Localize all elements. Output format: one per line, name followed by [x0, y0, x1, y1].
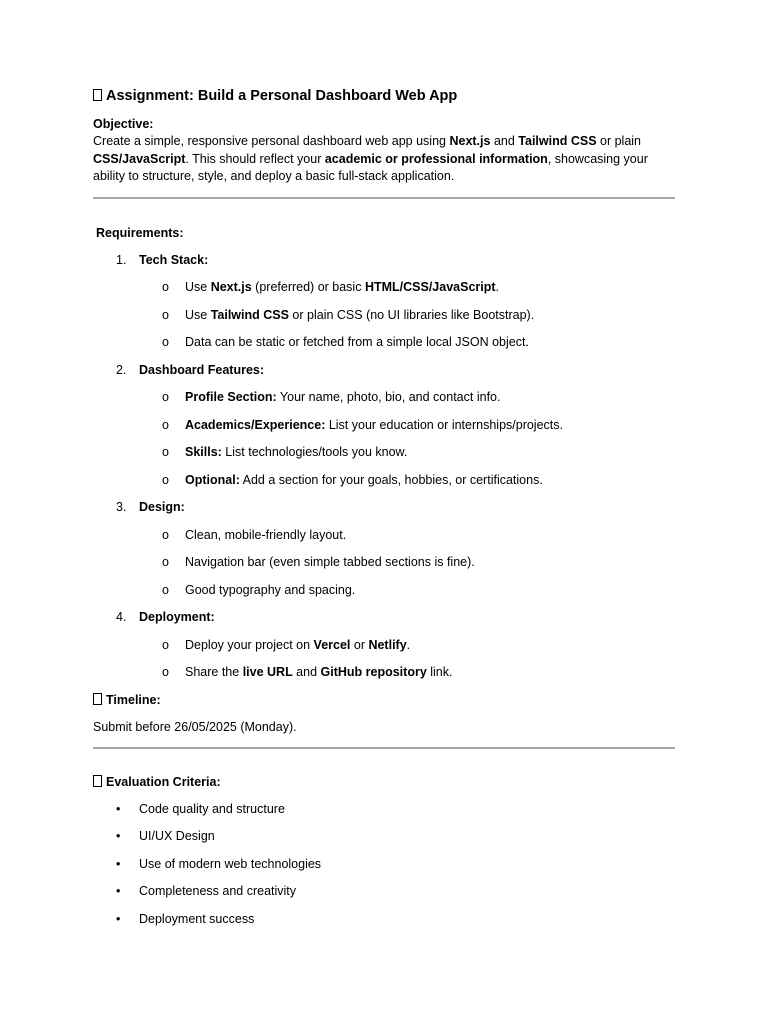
requirement-subitem: o Good typography and spacing.	[162, 582, 356, 597]
requirement-subitem: o Academics/Experience: List your education or internships/projects.	[162, 417, 563, 432]
requirement-subitem: o Deploy your project on Vercel or Netlify.	[162, 637, 411, 652]
requirement-subitem: o Skills: List technologies/tools you know.	[162, 445, 408, 459]
missing-glyph-icon	[93, 89, 102, 101]
horizontal-rule	[93, 747, 675, 749]
requirements-label: Requirements:	[96, 225, 184, 240]
requirement-item: 4. Deployment:	[116, 610, 215, 624]
missing-glyph-icon	[93, 775, 102, 787]
requirement-subitem: o Optional: Add a section for your goals, hobbies, or certifications.	[162, 472, 543, 487]
document-page	[93, 86, 675, 928]
requirement-subitem: o Clean, mobile-friendly layout.	[162, 527, 347, 542]
requirement-item: 1. Tech Stack:	[116, 252, 209, 267]
requirement-item: 2. Dashboard Features:	[116, 362, 265, 377]
evaluation-item: • Deployment success	[116, 911, 255, 926]
evaluation-item: • Use of modern web technologies	[116, 856, 322, 871]
evaluation-item: • Completeness and creativity	[116, 884, 297, 898]
missing-glyph-icon	[93, 693, 102, 705]
requirement-item: 3. Design:	[116, 500, 185, 514]
requirement-subitem: o Use Tailwind CSS or plain CSS (no UI libraries like Bootstrap).	[162, 307, 535, 322]
requirement-subitem: o Profile Section: Your name, photo, bio, and contact info.	[162, 390, 501, 404]
document-title: Assignment: Build a Personal Dashboard Web App	[93, 86, 675, 106]
timeline-text: Submit before 26/05/2025 (Monday).	[93, 720, 297, 734]
objective-label: Objective:	[93, 117, 154, 131]
requirement-subitem: o Data can be static or fetched from a simple local JSON object.	[162, 335, 529, 349]
requirement-subitem: o Navigation bar (even simple tabbed sections is fine).	[162, 555, 475, 569]
horizontal-rule	[93, 197, 675, 199]
requirement-subitem: o Share the live URL and GitHub repository link.	[162, 665, 453, 679]
evaluation-item: • UI/UX Design	[116, 829, 215, 843]
evaluation-item: • Code quality and structure	[116, 801, 285, 816]
evaluation-label: Evaluation Criteria:	[93, 774, 675, 791]
timeline-label: Timeline:	[93, 692, 675, 709]
requirement-subitem: o Use Next.js (preferred) or basic HTML/CSS/JavaScript.	[162, 280, 500, 294]
objective-text: Create a simple, responsive personal dashboard web app using Next.js and Tailwind CSS or plain CSS/JavaScript. This should reflect your academic or professional information, showcasing your ability to structure, style, and deploy a basic full-stack application.	[93, 134, 648, 183]
